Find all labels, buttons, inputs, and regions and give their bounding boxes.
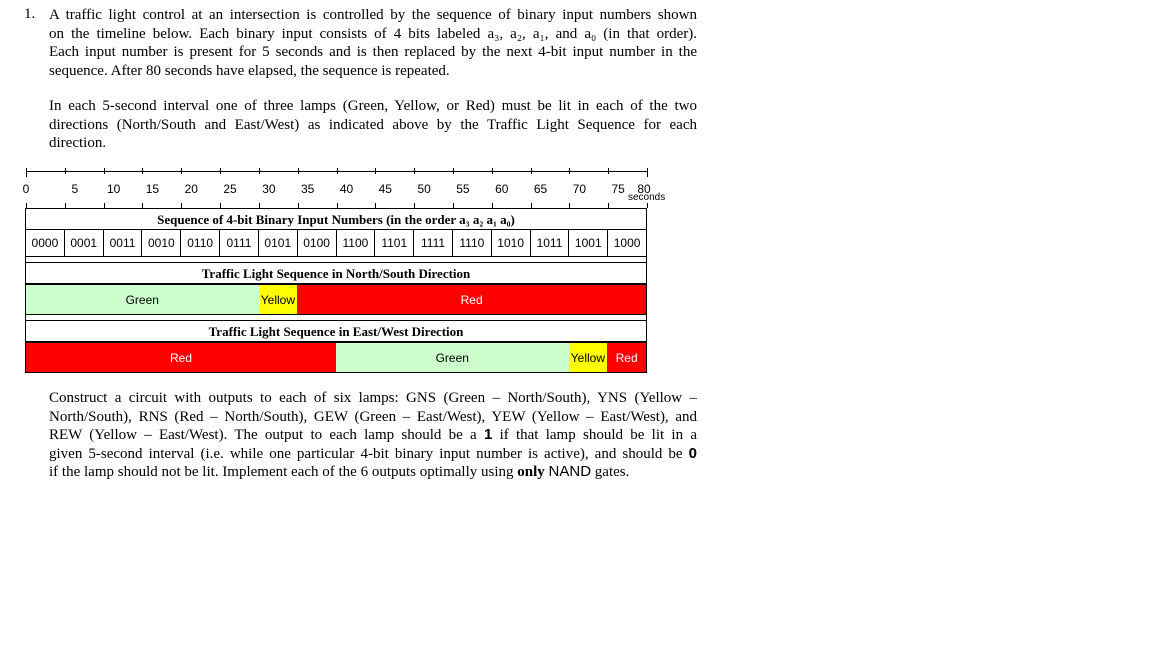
timeline-tick (142, 168, 143, 174)
sequence-cell: 0111 (220, 230, 259, 256)
sequence-cell: 0001 (65, 230, 104, 256)
text-run-b: 1 (483, 426, 493, 443)
timeline-label: 0 (22, 182, 30, 196)
text-run-strong: only (517, 464, 545, 480)
text-run-i: i.e. (205, 445, 224, 462)
sequence-cell: 1001 (569, 230, 608, 256)
timeline-label: 10 (106, 182, 121, 196)
text-line (49, 62, 697, 81)
timeline-label: 25 (223, 182, 237, 196)
sequence-cell: 1110 (453, 230, 492, 256)
ew-light-row (25, 342, 647, 373)
light-segment-yellow: Yellow (569, 343, 608, 372)
ns-light-row (25, 284, 647, 315)
text-run: while one particular 4-bit binary input number is active), and should be (223, 445, 689, 462)
light-segment-green: Green (26, 285, 259, 314)
timeline-tick (298, 168, 299, 174)
light-segment-yellow: Yellow (259, 285, 298, 314)
timeline-tick (492, 168, 493, 174)
timeline-tick (259, 168, 260, 174)
timeline-label: 45 (378, 182, 392, 196)
lamp-description-paragraph (49, 97, 697, 153)
header-bits: a₃ a₂ a₁ a₀ (459, 212, 511, 227)
timeline-label: 65 (533, 182, 548, 196)
light-segment-red: Red (26, 343, 336, 372)
sequence-cell: 0100 (298, 230, 337, 256)
timeline-label: 70 (572, 182, 587, 196)
ns-header: Traffic Light Sequence in North/South Direction (25, 262, 647, 284)
timeline-tick-lower (647, 203, 648, 208)
text-line (49, 463, 697, 482)
timeline-tick (647, 168, 648, 177)
timeline-tick (414, 168, 415, 174)
timeline-axis (0, 160, 700, 210)
text-run: sequence. After 80 seconds have elapsed, the sequence is repeated. (49, 62, 450, 79)
text-run: Each input number is present for 5 seconds and is then replaced by the next 4-bit input number in the (49, 44, 697, 60)
text-run: , (522, 25, 533, 42)
timeline-label: 15 (145, 182, 160, 196)
light-segment-green: Green (336, 343, 569, 372)
sequence-cell: 1111 (414, 230, 453, 256)
text-run: , (499, 25, 511, 42)
sequence-cell: 1100 (337, 230, 376, 256)
timeline-tick (26, 168, 27, 177)
sequence-cell: 0101 (259, 230, 298, 256)
text-run-b: 0 (688, 444, 697, 462)
task-paragraph (49, 389, 697, 482)
text-run: on the timeline below. Each binary input consists of 4 bits labeled (49, 25, 488, 42)
light-segment-red: Red (607, 343, 646, 372)
sequence-cell: 0011 (104, 230, 143, 256)
text-run: directions (North/South and East/West) as indicated above by the Traffic Light Sequence for each (49, 116, 697, 133)
timeline-label: 5 (71, 182, 79, 196)
text-line (49, 25, 697, 44)
text-line (49, 389, 697, 408)
timeline-label: 30 (262, 182, 276, 196)
text-run: given 5-second interval ( (49, 445, 206, 462)
text-run-sans: NAND (548, 463, 592, 480)
timeline-label: 40 (339, 182, 354, 196)
ew-header: Traffic Light Sequence in East/West Direction (25, 320, 647, 342)
timing-table (25, 208, 647, 373)
sequence-cell: 0010 (142, 230, 181, 256)
sequence-cell: 1101 (375, 230, 414, 256)
text-run: North/South), RNS (Red – North/South), GEW (Green – East/West), YEW (Yellow – East/West), and (49, 408, 697, 425)
text-run: if the lamp should not be lit. Implement each of the 6 outputs optimally using (49, 464, 518, 480)
timeline-tick (569, 168, 570, 174)
timeline-tick (104, 168, 105, 174)
text-run: if that lamp should be lit in a (492, 427, 697, 443)
timeline-label: 60 (495, 182, 509, 196)
timeline-tick (531, 168, 532, 174)
text-run-i: a₁ (532, 25, 545, 42)
timeline-label: 35 (301, 182, 315, 196)
problem-intro-paragraph (49, 6, 697, 80)
timeline-tick (181, 168, 182, 174)
text-line (49, 408, 697, 427)
text-line (49, 134, 697, 153)
text-run: (in that order). (596, 25, 697, 42)
sequence-row (25, 230, 647, 257)
text-run: A traffic light control at an intersection is controlled by the sequence of binary input numbers shown (49, 7, 697, 23)
sequence-cell: 0110 (181, 230, 220, 256)
text-line (49, 43, 697, 62)
timeline-tick (337, 168, 338, 174)
timeline-unit-label: seconds (628, 192, 666, 203)
text-run: , and (544, 25, 585, 42)
timeline-tick (65, 168, 66, 174)
header-text: ) (510, 212, 515, 227)
text-run: In each 5-second interval one of three lamps (Green, Yellow, or Red) must be lit in each of the two (49, 98, 697, 114)
text-line (49, 6, 697, 25)
text-line (49, 116, 697, 135)
timeline-label: 50 (417, 182, 431, 196)
text-run-i: a₀ (584, 25, 597, 42)
text-line (49, 445, 697, 464)
timeline-tick (608, 168, 609, 174)
sequence-cell: 0000 (26, 230, 65, 256)
timeline-tick (375, 168, 376, 174)
timeline-tick (220, 168, 221, 174)
sequence-cell: 1010 (492, 230, 531, 256)
text-run-i: a₂ (510, 25, 523, 42)
text-line (49, 426, 697, 445)
timeline-label: 75 (611, 182, 625, 196)
text-line (49, 97, 697, 116)
text-run: direction. (49, 135, 107, 151)
timeline-label: 55 (456, 182, 470, 196)
text-run-i: a₃ (487, 25, 500, 42)
timeline-tick (453, 168, 454, 174)
light-segment-red: Red (297, 285, 646, 314)
problem-number: 1. (24, 6, 36, 22)
sequence-cell: 1000 (613, 236, 641, 250)
sequence-header (25, 208, 647, 230)
header-text: Sequence of 4-bit Binary Input Numbers (in the order (157, 212, 460, 227)
timeline-label: 20 (184, 182, 198, 196)
timeline-label: 80 (637, 182, 651, 196)
text-run: REW (Yellow – East/West). The output to each lamp should be a (49, 427, 484, 443)
text-run: Construct a circuit with outputs to each of six lamps: GNS (Green – North/South), YNS (Yellow – (49, 390, 697, 406)
sequence-cell: 1011 (531, 230, 570, 256)
text-run: gates. (591, 464, 630, 480)
